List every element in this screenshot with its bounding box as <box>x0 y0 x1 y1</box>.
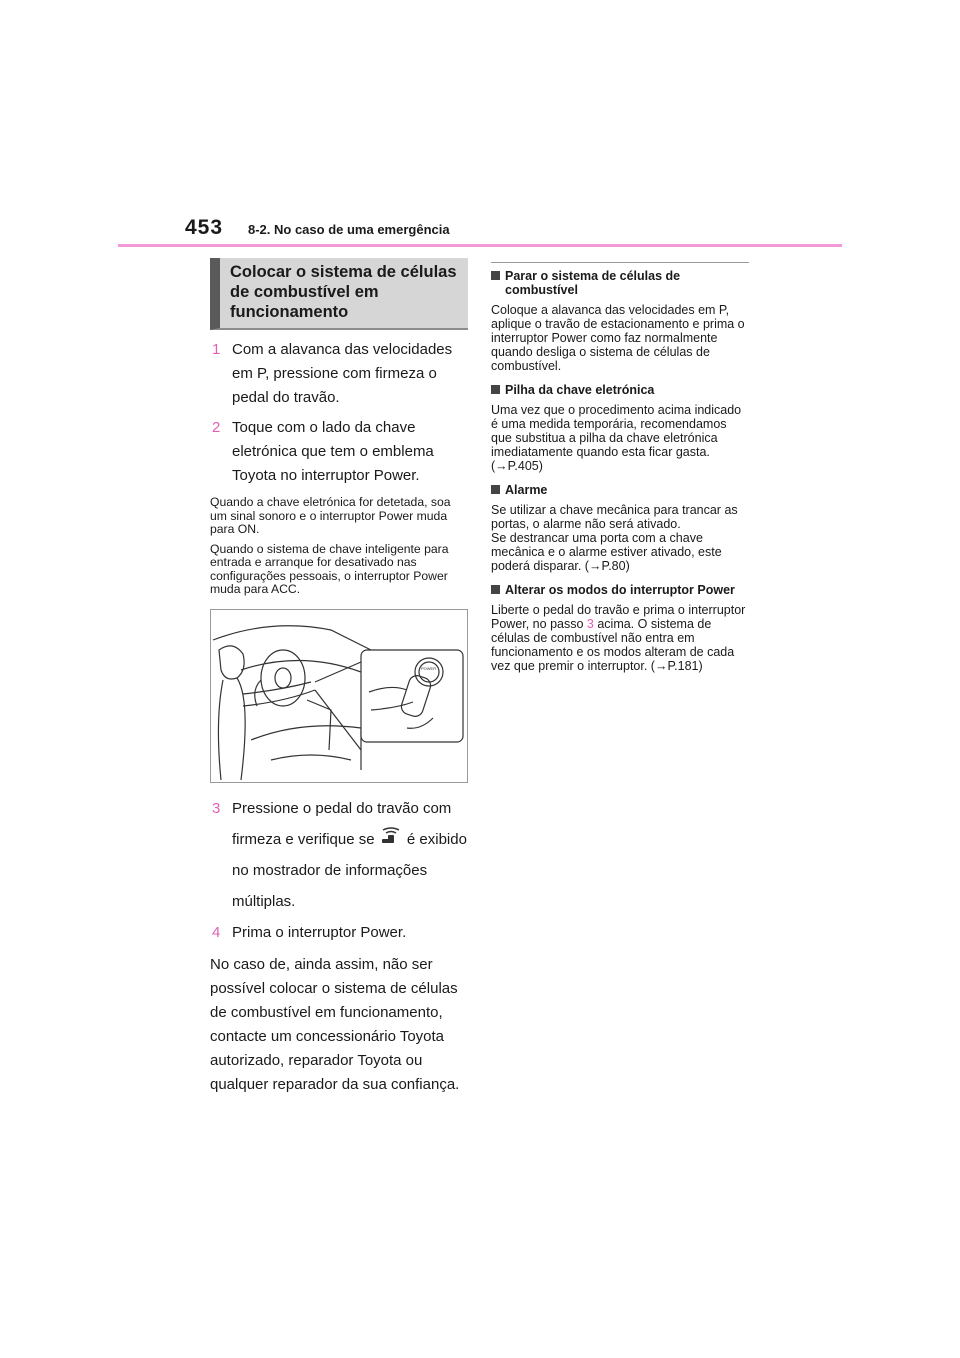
subsection-body: Uma vez que o procedimento acima indicado é uma medida temporária, recomendamos que substitua a pilha da chave eletrónica imediatamente quando esta ficar gasta. (→P.405) <box>491 403 742 473</box>
step-text: Pressione o pedal do travão com firmeza e verifique se <box>232 799 452 848</box>
step-text: Com a alavanca das velocidades em P, pressione com firmeza o pedal do travão. <box>232 341 453 406</box>
step-4 <box>210 921 468 945</box>
closing-paragraph: No caso de, ainda assim, não ser possível colocar o sistema de células de combustível em funcionamento, contacte um concessionário Toyota autorizado, reparador Toyota ou qualquer reparador da sua confiança. <box>210 956 460 1094</box>
subsection-body-continued: Se destrancar uma porta com a chave mecânica e o alarme estiver ativado, este poderá disparar. (→P.80) <box>491 531 722 573</box>
step-3 <box>210 793 468 918</box>
note-detection: Quando a chave eletrónica for detetada, soa um sinal sonoro e o interruptor Power muda para ON. <box>210 495 451 536</box>
illustration-drawing <box>211 610 467 782</box>
square-bullet-icon <box>491 485 500 494</box>
step-2 <box>210 416 468 488</box>
square-bullet-icon <box>491 385 500 394</box>
subsection-body: Liberte o pedal do travão e prima o interruptor Power, no passo 3 acima. O sistema de células de combustível não entra em funcionamento e os modos alteram de cada vez que premir o interruptor. (→P.181) <box>491 603 746 673</box>
header-rule <box>118 244 842 247</box>
step-reference: 3 <box>586 617 594 631</box>
step-number: 3 <box>212 799 221 817</box>
step-text: Prima o interruptor Power. <box>232 924 407 942</box>
note-smart-key: Quando o sistema de chave inteligente para entrada e arranque for desativado nas configurações pessoais, o interruptor Power muda para ACC. <box>210 541 449 596</box>
step-number: 4 <box>212 924 221 942</box>
subsection-title: Pilha da chave eletrónica <box>491 383 749 397</box>
right-column <box>491 262 749 673</box>
step-1 <box>210 338 468 410</box>
subsection-title: Parar o sistema de células de combustível <box>491 269 749 297</box>
square-bullet-icon <box>491 585 500 594</box>
page-number: 453 <box>185 216 224 239</box>
subsection-title: Alterar os modos do interruptor Power <box>491 583 749 597</box>
step-number: 2 <box>212 419 221 436</box>
step-number: 1 <box>212 341 221 358</box>
section-title: 8-2. No caso de uma emergência <box>248 222 450 237</box>
subsection-body: Coloque a alavanca das velocidades em P, aplique o travão de estacionamento e prima o interruptor Power como faz normalmente quando desliga o sistema de células de combustível. <box>491 303 745 373</box>
left-column <box>210 258 468 1097</box>
car-interior-key-touch-illustration <box>210 609 468 783</box>
right-column-rule <box>491 262 749 263</box>
power-label: POWER <box>421 665 437 671</box>
subsection-title: Alarme <box>491 483 749 497</box>
key-detected-indicator-icon <box>379 824 403 855</box>
step-text: Toque com o lado da chave eletrónica que tem o emblema Toyota no interruptor Power. <box>232 419 434 484</box>
subsection-body: Se utilizar a chave mecânica para trancar as portas, o alarme não será ativado. <box>491 503 738 531</box>
step-text-continued: é exibido no mostrador de informações múltiplas. <box>232 830 467 911</box>
square-bullet-icon <box>491 271 500 280</box>
section-heading: Colocar o sistema de células de combustível em funcionamento <box>210 258 468 330</box>
